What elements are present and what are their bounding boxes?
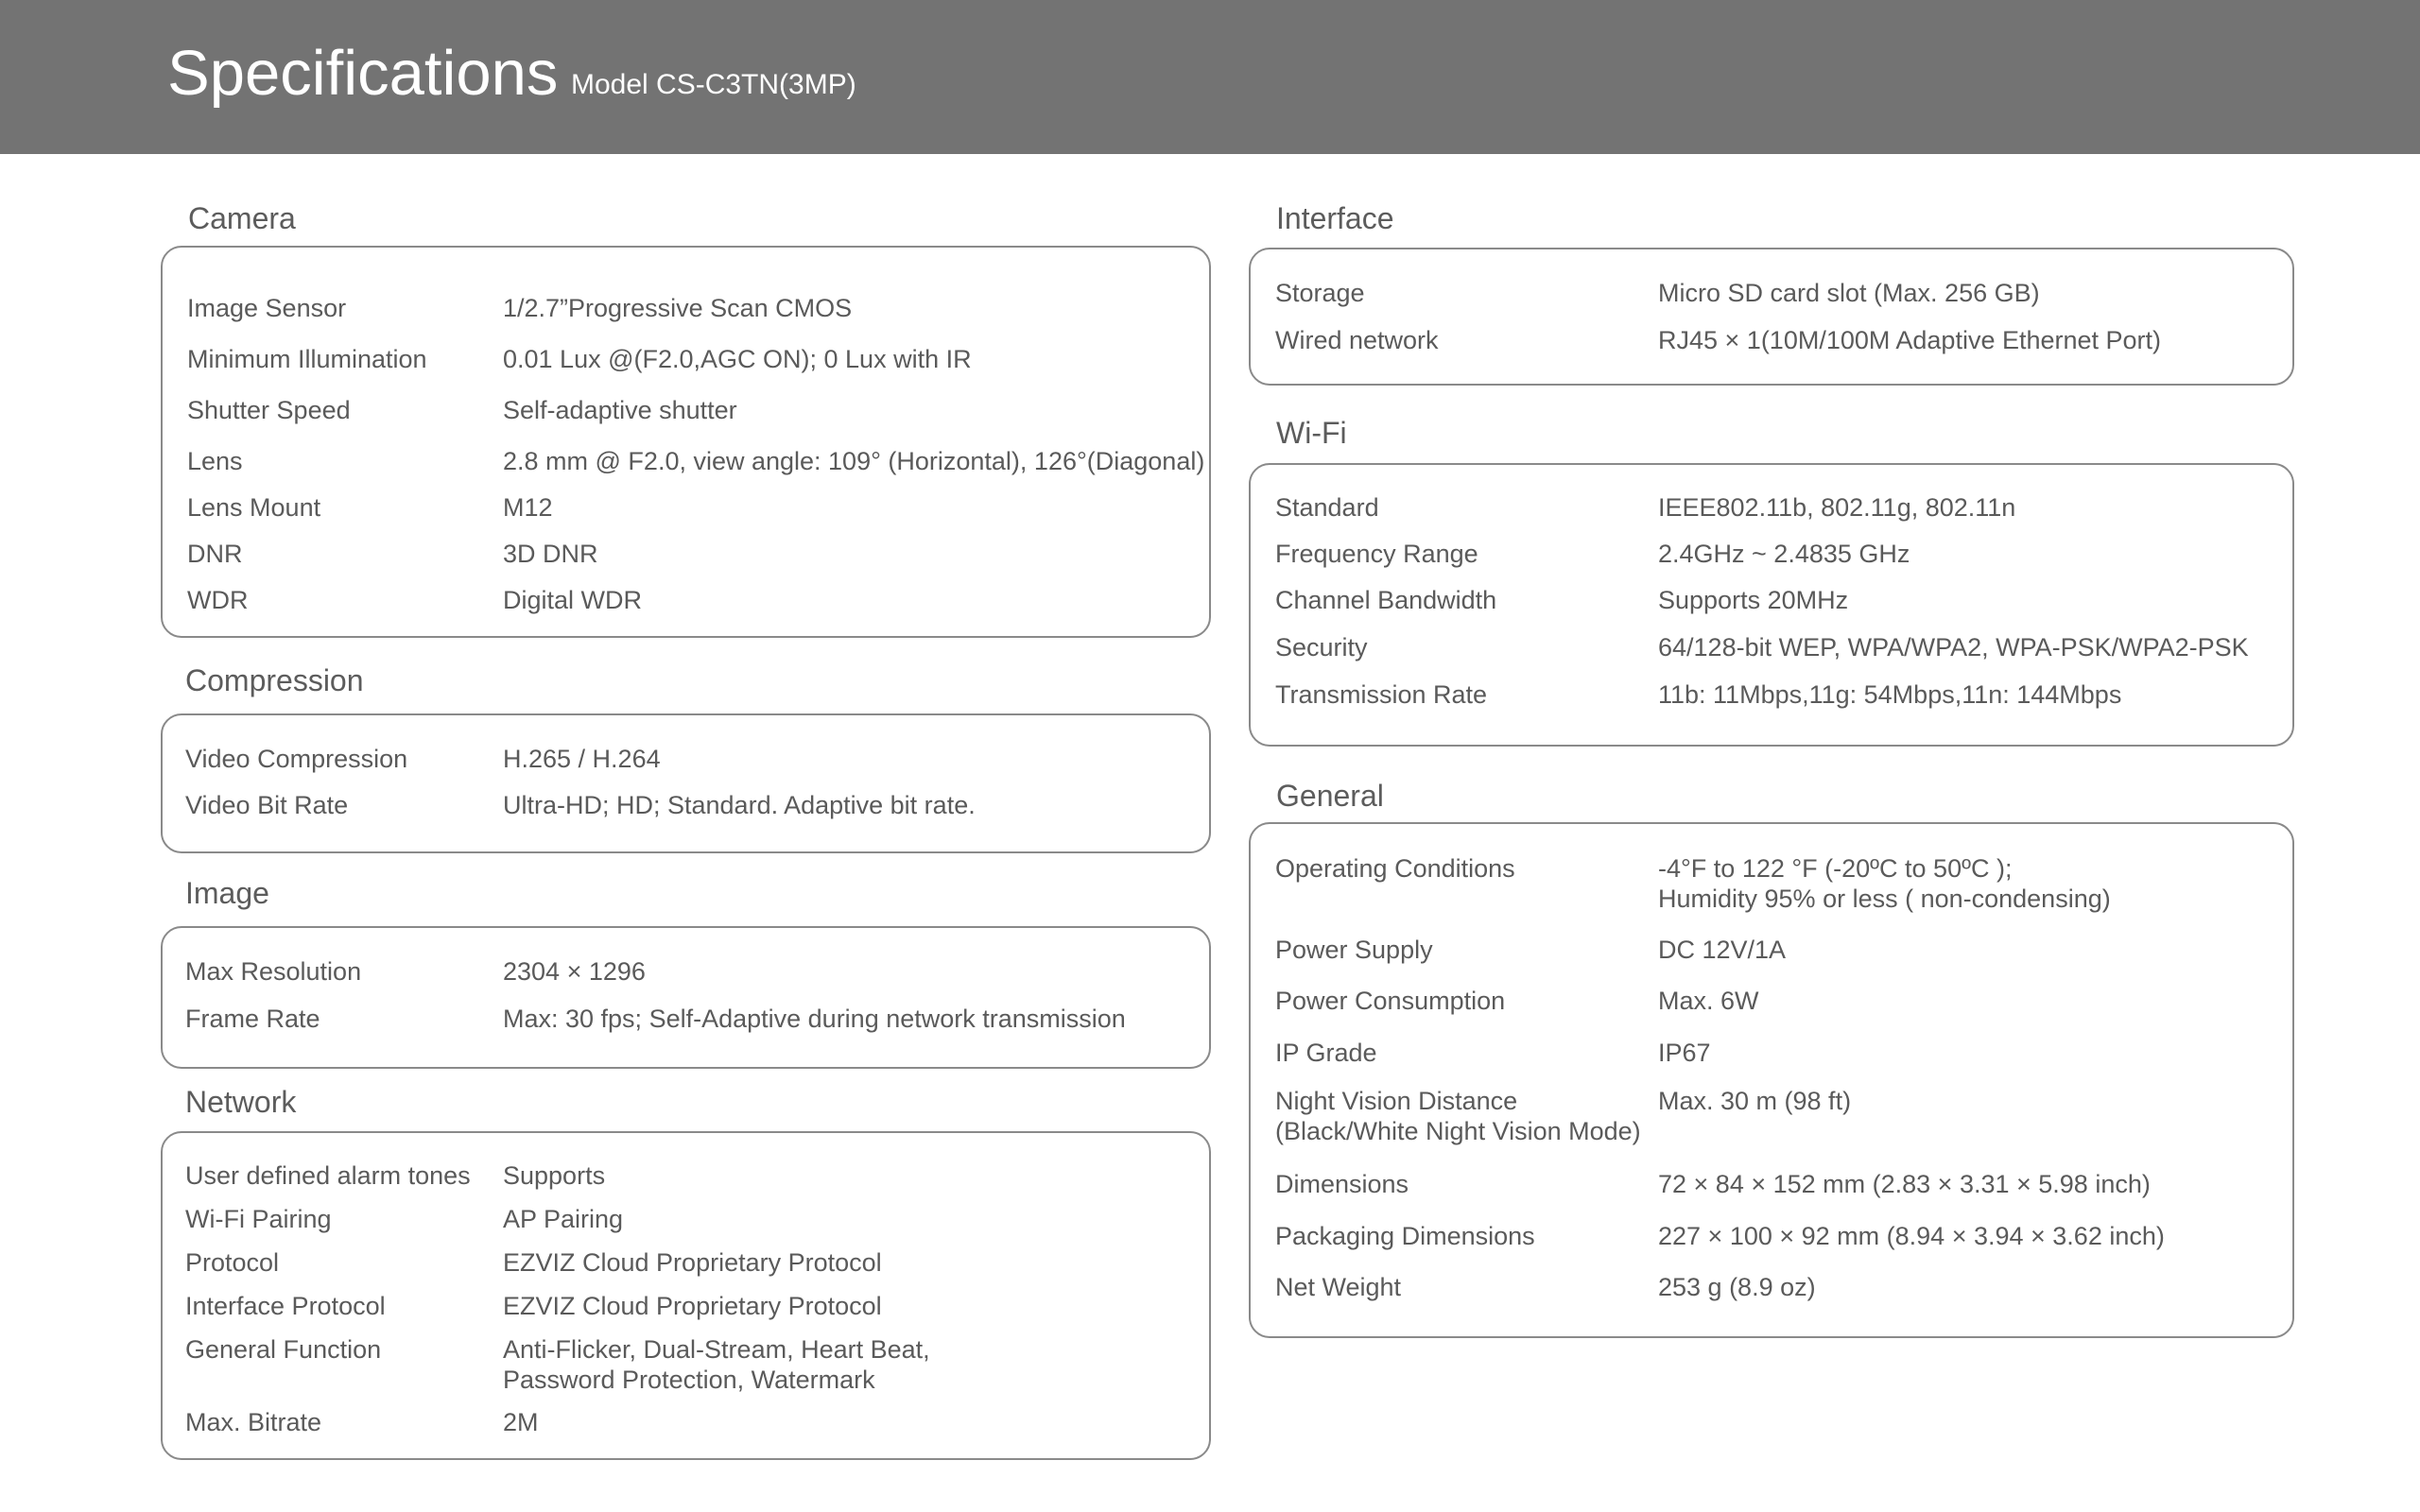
spec-value: 2.8 mm @ F2.0, view angle: 109° (Horizontal), 126°(Diagonal): [503, 447, 1205, 475]
spec-value: 2304 × 1296: [503, 957, 646, 986]
wifi-spec-box: [1249, 463, 2294, 747]
spec-label: Max. Bitrate: [185, 1408, 322, 1436]
wifi-section-title: Wi-Fi: [1276, 416, 1347, 450]
spec-label: Video Compression: [185, 745, 408, 773]
spec-value: 3D DNR: [503, 540, 598, 568]
camera-spec-box: [161, 246, 1211, 638]
spec-label: Wi-Fi Pairing: [185, 1205, 332, 1233]
spec-value: Anti-Flicker, Dual-Stream, Heart Beat,: [503, 1335, 930, 1364]
spec-value: 1/2.7”Progressive Scan CMOS: [503, 294, 853, 322]
spec-label: IP Grade: [1275, 1039, 1377, 1067]
spec-value: Digital WDR: [503, 586, 643, 614]
spec-value: 2M: [503, 1408, 539, 1436]
spec-label: Storage: [1275, 279, 1365, 307]
spec-label: Transmission Rate: [1275, 680, 1488, 709]
spec-label: Channel Bandwidth: [1275, 586, 1497, 614]
spec-value: EZVIZ Cloud Proprietary Protocol: [503, 1292, 882, 1320]
spec-value: 253 g (8.9 oz): [1658, 1273, 1816, 1301]
spec-label: Video Bit Rate: [185, 791, 349, 819]
spec-label: Max Resolution: [185, 957, 362, 986]
spec-label: Lens Mount: [187, 493, 321, 522]
spec-value: 11b: 11Mbps,11g: 54Mbps,11n: 144Mbps: [1658, 680, 2122, 709]
spec-label: Night Vision Distance: [1275, 1087, 1518, 1115]
spec-label: User defined alarm tones: [185, 1161, 471, 1190]
spec-value: 64/128-bit WEP, WPA/WPA2, WPA-PSK/WPA2-PSK: [1658, 633, 2249, 662]
spec-value: IP67: [1658, 1039, 1711, 1067]
page-title: Specifications: [167, 38, 559, 109]
spec-label: Lens: [187, 447, 243, 475]
general-spec-box: [1249, 822, 2294, 1338]
spec-value: AP Pairing: [503, 1205, 624, 1233]
spec-value: DC 12V/1A: [1658, 936, 1787, 964]
spec-value: H.265 / H.264: [503, 745, 661, 773]
spec-value: Ultra-HD; HD; Standard. Adaptive bit rate.: [503, 791, 976, 819]
spec-label: Image Sensor: [187, 294, 347, 322]
network-spec-box: [161, 1131, 1211, 1460]
spec-label: Power Supply: [1275, 936, 1433, 964]
spec-label: Frame Rate: [185, 1005, 320, 1033]
spec-value: -4°F to 122 °F (-20ºC to 50ºC );: [1658, 854, 2013, 883]
spec-value: 72 × 84 × 152 mm (2.83 × 3.31 × 5.98 inch): [1658, 1170, 2151, 1198]
spec-value: Supports 20MHz: [1658, 586, 1849, 614]
camera-section-title: Camera: [188, 201, 296, 235]
spec-label-line2: (Black/White Night Vision Mode): [1275, 1117, 1641, 1145]
spec-value: 0.01 Lux @(F2.0,AGC ON); 0 Lux with IR: [503, 345, 972, 373]
compression-section-title: Compression: [185, 663, 364, 697]
spec-value: Self-adaptive shutter: [503, 396, 737, 424]
spec-label: Interface Protocol: [185, 1292, 386, 1320]
spec-label: Minimum Illumination: [187, 345, 427, 373]
spec-value: 2.4GHz ~ 2.4835 GHz: [1658, 540, 1910, 568]
spec-label: DNR: [187, 540, 243, 568]
spec-label: General Function: [185, 1335, 382, 1364]
spec-label: Dimensions: [1275, 1170, 1409, 1198]
spec-value: Micro SD card slot (Max. 256 GB): [1658, 279, 2040, 307]
spec-label: Shutter Speed: [187, 396, 351, 424]
spec-label: Operating Conditions: [1275, 854, 1515, 883]
image-spec-box: [161, 926, 1211, 1069]
general-section-title: General: [1276, 779, 1384, 813]
spec-value-line2: Password Protection, Watermark: [503, 1366, 875, 1394]
spec-value: EZVIZ Cloud Proprietary Protocol: [503, 1248, 882, 1277]
spec-label: Net Weight: [1275, 1273, 1402, 1301]
compression-spec-box: [161, 713, 1211, 853]
spec-value: 227 × 100 × 92 mm (8.94 × 3.94 × 3.62 inch): [1658, 1222, 2165, 1250]
spec-value: Supports: [503, 1161, 606, 1190]
spec-label: Packaging Dimensions: [1275, 1222, 1535, 1250]
interface-spec-box: [1249, 248, 2294, 386]
spec-label: Standard: [1275, 493, 1379, 522]
spec-label: Security: [1275, 633, 1368, 662]
network-section-title: Network: [185, 1085, 297, 1119]
spec-label: WDR: [187, 586, 249, 614]
model-name: Model CS-C3TN(3MP): [571, 69, 856, 100]
spec-value: M12: [503, 493, 553, 522]
spec-label: Protocol: [185, 1248, 280, 1277]
spec-value: Max. 30 m (98 ft): [1658, 1087, 1852, 1115]
spec-value: RJ45 × 1(10M/100M Adaptive Ethernet Port): [1658, 326, 2162, 354]
image-section-title: Image: [185, 876, 269, 910]
spec-label: Wired network: [1275, 326, 1439, 354]
spec-value: Max. 6W: [1658, 987, 1759, 1015]
interface-section-title: Interface: [1276, 201, 1394, 235]
spec-value-line2: Humidity 95% or less ( non-condensing): [1658, 885, 2111, 913]
spec-value: Max: 30 fps; Self-Adaptive during network transmission: [503, 1005, 1126, 1033]
header-bar: [0, 0, 2420, 154]
spec-value: IEEE802.11b, 802.11g, 802.11n: [1658, 493, 2016, 522]
spec-label: Power Consumption: [1275, 987, 1506, 1015]
spec-label: Frequency Range: [1275, 540, 1478, 568]
